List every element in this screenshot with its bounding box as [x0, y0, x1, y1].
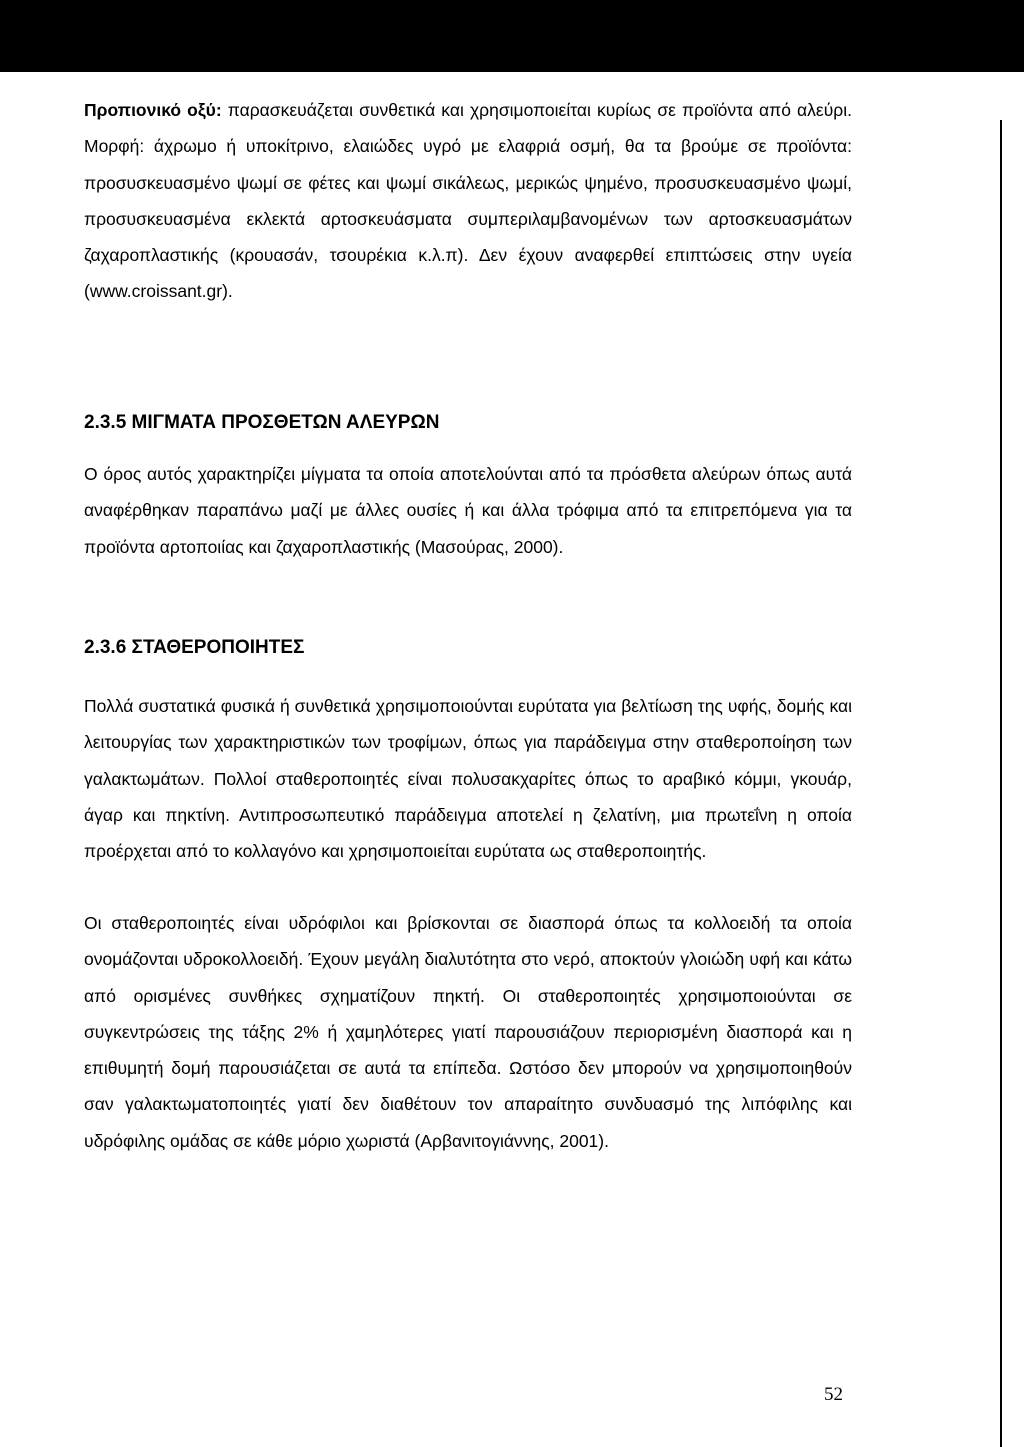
section-2-3-5-heading: 2.3.5 ΜΙΓΜΑΤΑ ΠΡΟΣΘΕΤΩΝ ΑΛΕΥΡΩΝ: [84, 412, 440, 433]
propionic-acid-text: παρασκευάζεται συνθετικά και χρησιμοποιείται κυρίως σε προϊόντα από αλεύρι. Μορφή: άχρωμο ή υποκίτρινο, ελαιώδες υγρό με ελαφριά οσμή, θα τα βρούμε σε προϊόντα: προσυσκευασμένο ψωμί σε φέτες και ψωμί σικάλεως, μερικώς ψημένο, προσυσκευασμένο ψωμί, προσυσκευασμένα εκλεκτά αρτοσκευάσματα συμπεριλαμβανομένων των αρτοσκευασμάτων ζαχαροπλαστικής (κρουασάν, τσουρέκια κ.λ.π). Δεν έχουν αναφερθεί επιπτώσεις στην υγεία (www.croissant.gr).: [84, 100, 853, 302]
scan-dark-border: [0, 0, 1024, 72]
stabilizers-paragraph-2: Οι σταθεροποιητές είναι υδρόφιλοι και βρίσκονται σε διασπορά όπως τα κολλοειδή τα οποία ονομάζονται υδροκολλοειδή. Έχουν μεγάλη διαλυτότητα στο νερό, αποκτούν γλοιώδη υφή και κάτω από ορισμένες συνθήκες σχηματίζουν πηκτή. Οι σταθεροποιητές χρησιμοποιούνται σε συγκεντρώσεις της τάξης 2% ή χαμηλότερες γιατί παρουσιάζουν περιορισμένη διασπορά και η επιθυμητή δομή παρουσιάζεται σε αυτά τα επίπεδα. Ωστόσο δεν μπορούν να χρησιμοποιηθούν σαν γαλακτωματοποιητές γιατί δεν διαθέτουν τον απαραίτητο συνδυασμό της λιπόφιλης και υδρόφιλης ομάδας σε κάθε μόριο χωριστά (Αρβανιτογιάννης, 2001).: [84, 913, 852, 1151]
scan-margin-line: [1000, 120, 1002, 1447]
section-2-3-5-paragraph: Ο όρος αυτός χαρακτηρίζει μίγματα τα οποία αποτελούνται από τα πρόσθετα αλεύρων όπως αυτά αναφέρθηκαν παραπάνω μαζί με άλλες ουσίες ή και άλλα τρόφιμα από τα επιτρεπόμενα για τα προϊόντα αρτοποιίας και ζαχαροπλαστικής (Μασούρας, 2000).: [84, 464, 852, 557]
page-number: 52: [824, 1384, 843, 1405]
section-2-3-6-heading: 2.3.6 ΣΤΑΘΕΡΟΠΟΙΗΤΕΣ: [84, 637, 305, 658]
propionic-acid-paragraph: [84, 92, 852, 310]
stabilizers-paragraph-1: Πολλά συστατικά φυσικά ή συνθετικά χρησιμοποιούνται ευρύτατα για βελτίωση της υφής, δομής και λειτουργίας των χαρακτηριστικών των τροφίμων, όπως για παράδειγμα στην σταθεροποίηση των γαλακτωμάτων. Πολλοί σταθεροποιητές είναι πολυσακχαρίτες όπως το αραβικό κόμμι, γκουάρ, άγαρ και πηκτίνη. Αντιπροσωπευτικό παράδειγμα αποτελεί η ζελατίνη, μια πρωτεΐνη η οποία προέρχεται από το κολλαγόνο και χρησιμοποιείται ευρύτατα ως σταθεροποιητής.: [84, 696, 852, 862]
propionic-acid-term: Προπιονικό οξύ:: [84, 100, 222, 120]
